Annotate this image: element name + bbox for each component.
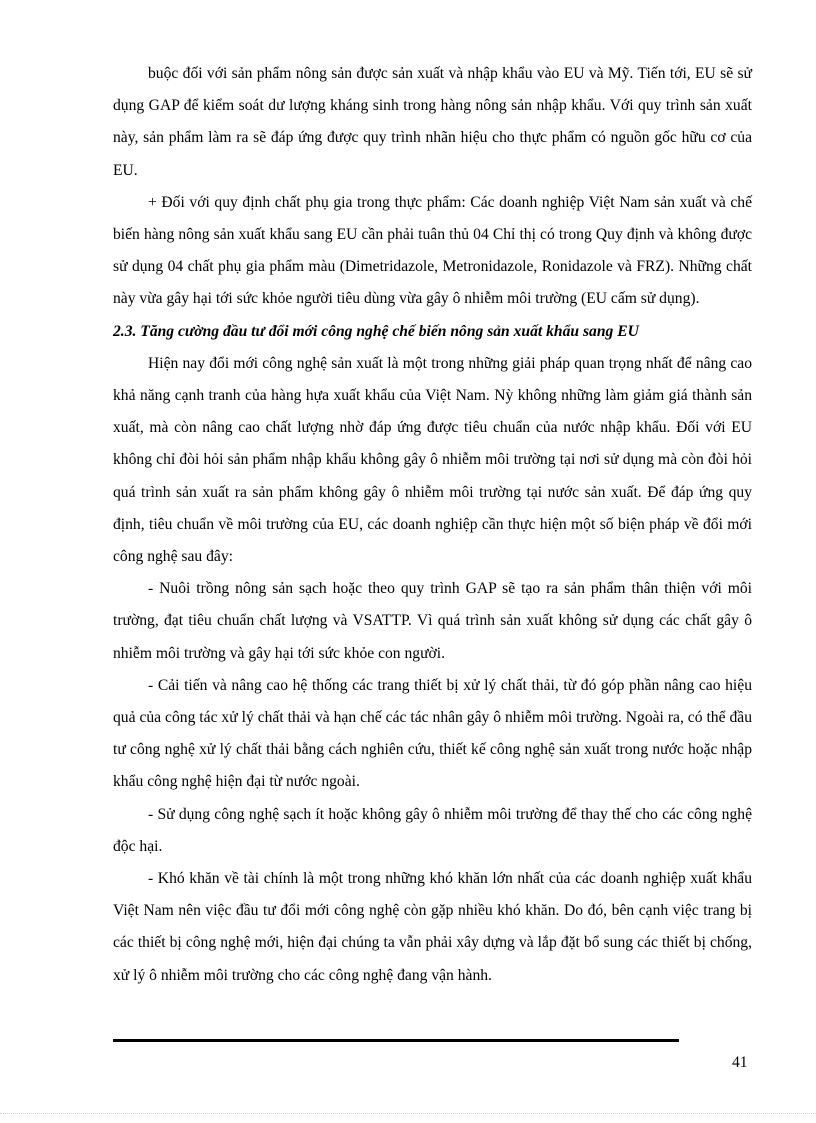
page-number: 41 bbox=[732, 1054, 748, 1071]
paragraph-bullet-waste: - Cải tiến và nâng cao hệ thống các trang thiết bị xử lý chất thải, từ đó góp phần nâng cao hiệu quả của công tác xử lý chất thải và hạn chế các tác nhân gây ô nhiễm môi trường. Ngoài ra, có thể đầu tư công nghệ xử lý chất thải bằng cách nghiên cứu, thiết kế công nghệ sản xuất trong nước hoặc nhập khẩu công nghệ hiện đại từ nước ngoài. bbox=[113, 676, 752, 791]
document-body bbox=[113, 58, 752, 992]
paragraph-bullet-finance: - Khó khăn về tài chính là một trong những khó khăn lớn nhất của các doanh nghiệp xuất khẩu Việt Nam nên việc đầu tư đổi mới công nghệ còn gặp nhiều khó khăn. Do đó, bên cạnh việc trang bị các thiết bị công nghệ mới, hiện đại chúng ta vẫn phải xây dựng và lắp đặt bổ sung các thiết bị chống, xử lý ô nhiễm môi trường cho các công nghệ đang vận hành. bbox=[113, 870, 752, 984]
paragraph-bullet-gap: - Nuôi trồng nông sản sạch hoặc theo quy trình GAP sẽ tạo ra sản phẩm thân thiện với môi trường, đạt tiêu chuẩn chất lượng và VSATTP. Vì quá trình sản xuất không sử dụng các chất gây ô nhiễm môi trường và gây hại tới sức khỏe con người. bbox=[113, 580, 752, 662]
paragraph-additives: + Đối với quy định chất phụ gia trong thực phẩm: Các doanh nghiệp Việt Nam sản xuất và chế biến hàng nông sản xuất khẩu sang EU cần phải tuân thủ 04 Chỉ thị có trong Quy định và không được sử dụng 04 chất phụ gia phẩm màu (Dimetridazole, Metronidazole, Ronidazole và FRZ). Những chất này vừa gây hại tới sức khỏe người tiêu dùng vừa gây ô nhiễm môi trường (EU cấm sử dụng). bbox=[113, 193, 752, 308]
paragraph-section-intro: Hiện nay đổi mới công nghệ sản xuất là một trong những giải pháp quan trọng nhất để nâng cao khả năng cạnh tranh của hàng hựa xuất khẩu của Việt Nam. Nỳ không những làm giảm giá thành sản xuất, mà còn nâng cao chất lượng nhờ đáp ứng được tiêu chuẩn của nước nhập khẩu. Đối với EU không chỉ đòi hỏi sản phẩm nhập khẩu không gây ô nhiễm môi trường tại nơi sử dụng mà còn đòi hỏi quá trình sản xuất ra sản phẩm không gây ô nhiễm môi trường tại nước sản xuất. Để đáp ứng quy định, tiêu chuẩn về môi trường của EU, các doanh nghiệp cần thực hiện một số biện pháp về đổi mới công nghệ sau đây: bbox=[113, 354, 752, 566]
page-bottom-divider bbox=[0, 1113, 816, 1114]
section-heading: 2.3. Tăng cường đầu tư đổi mới công nghệ chế biến nông sản xuất khẩu sang EU bbox=[113, 322, 639, 340]
paragraph-continuation: buộc đối với sản phẩm nông sản được sản xuất và nhập khẩu vào EU và Mỹ. Tiến tới, EU sẽ sử dụng GAP để kiểm soát dư lượng kháng sinh trong hàng nông sản nhập khẩu. Với quy trình sản xuất này, sản phẩm làm ra sẽ đáp ứng được quy trình nhãn hiệu cho thực phẩm có nguồn gốc hữu cơ của EU. bbox=[113, 65, 752, 179]
footer-rule bbox=[113, 1039, 679, 1042]
paragraph-bullet-clean-tech: - Sử dụng công nghệ sạch ít hoặc không gây ô nhiễm môi trường để thay thế cho các công nghệ độc hại. bbox=[113, 805, 752, 855]
